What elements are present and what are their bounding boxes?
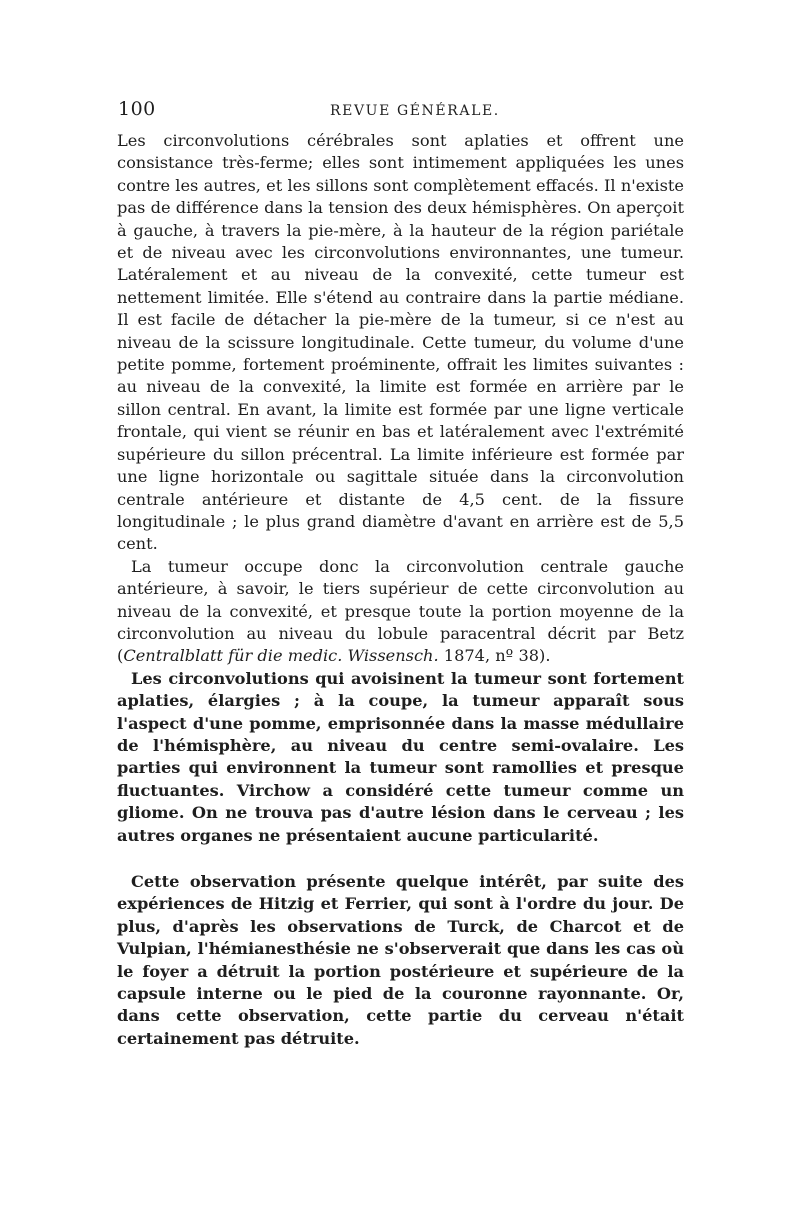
citation-journal: Centralblatt für die medic. Wissensch. bbox=[123, 646, 439, 666]
paragraph-discussion bbox=[117, 871, 684, 1050]
running-title: REVUE GÉNÉRALE. bbox=[330, 103, 500, 119]
paragraph-text: Les circonvolutions qui avoisinent la tumeur sont fortement aplaties, élargies ; à la coupe, la tumeur apparaît sous l'aspect d'une pomme, emprisonnée dans la masse médullaire de l'hémisphère, au niveau du centre semi-ovalaire. Les parties qui environnent la tumeur sont ramollies et presque fluctuantes. Virchow a considéré cette tumeur comme un gliome. On ne trouva pas d'autre lésion dans le cerveau ; les autres organes ne présentaient aucune particularité. bbox=[117, 668, 684, 845]
citation-year: 1874, nº 38). bbox=[438, 646, 551, 666]
page-header bbox=[118, 98, 684, 124]
paragraph-text: Cette observation présente quelque intérêt, par suite des expériences de Hitzig et Ferrier, qui sont à l'ordre du jour. De plus, d'après les observations de Turck, de Charcot et de Vulpian, l'hémianesthésie ne s'observerait que dans les cas où le foyer a détruit la portion postérieure et supérieure de la capsule interne ou le pied de la couronne rayonnante. Or, dans cette observation, cette partie du cerveau n'était certainement pas détruite. bbox=[117, 872, 684, 1048]
paragraph-text: Les circonvolutions cérébrales sont aplaties et offrent une consistance très-ferme; elles sont intimement appliquées les unes contre les autres, et les sillons sont complètement effacés. Il n'existe pas de différence dans la tension des deux hémisphères. On aperçoit à gauche, à travers la pie-mère, à la hauteur de la région pariétale et de niveau avec les circonvolutions environnantes, une tumeur. Latéralement et au niveau de la convexité, cette tumeur est nettement limitée. Elle s'étend au contraire dans la partie médiane. Il est facile de détacher la pie-mère de la tumeur, si ce n'est au niveau de la scissure longitudinale. Cette tumeur, du volume d'une petite pomme, fortement proéminente, offrait les limites suivantes : au niveau de la convexité, la limite est formée en arrière par le sillon central. En avant, la limite est formée par une ligne verticale frontale, qui vient se réunir en bas et latéralement avec l'extrémité supérieure du sillon précentral. La limite inférieure est formée par une ligne horizontale ou sagittale située dans la circonvolution centrale antérieure et distante de 4,5 cent. de la fissure longitudinale ; le plus grand diamètre d'avant en arrière est de 5,5 cent. bbox=[117, 131, 684, 554]
paragraph-text: La tumeur occupe donc la circonvolution centrale gauche antérieure, à savoir, le tiers supérieur de cette circonvolution au niveau de la convexité, et presque toute la portion moyenne de la circonvolution au niveau du lobule paracentral décrit par Betz ( bbox=[117, 556, 684, 666]
paragraph-tumor-description bbox=[117, 130, 684, 556]
body-text bbox=[117, 130, 684, 1050]
paragraph-tumor-location bbox=[117, 556, 684, 668]
paragraph-tumor-section bbox=[117, 668, 684, 847]
page-number: 100 bbox=[118, 98, 156, 120]
paragraph-gap bbox=[117, 847, 684, 871]
